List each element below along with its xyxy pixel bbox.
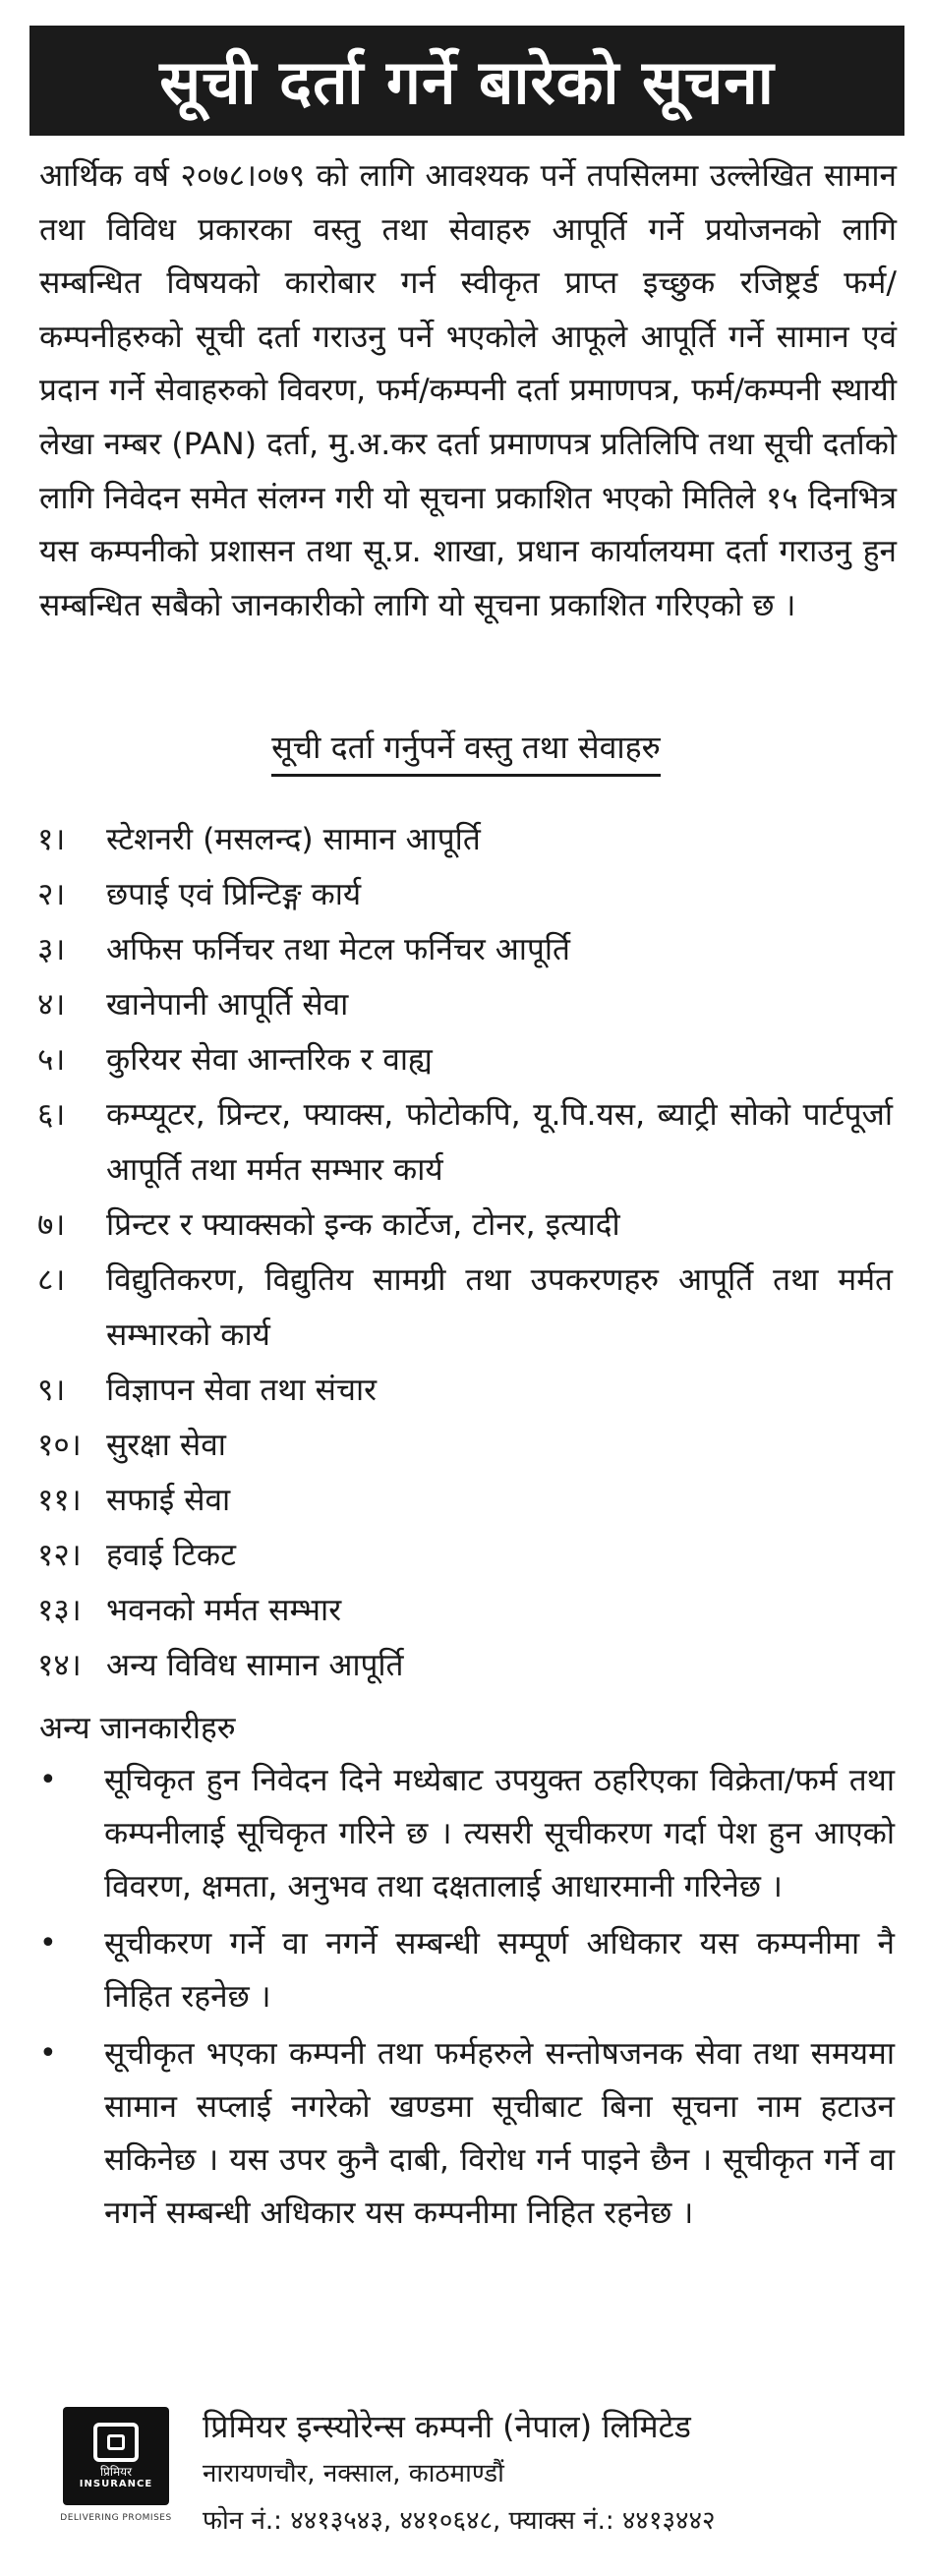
service-number: १४।: [37, 1648, 82, 1683]
service-number: १।: [37, 822, 66, 857]
service-number: १०।: [37, 1428, 82, 1463]
service-text: छपाई एवं प्रिन्टिङ्ग कार्य: [106, 877, 362, 912]
logo-tagline: DELIVERING PROMISES: [60, 2513, 172, 2523]
service-item: [37, 1638, 893, 1693]
service-number: ३।: [37, 932, 66, 967]
intro-paragraph: आर्थिक वर्ष २०७८।०७९ को लागि आवश्यक पर्ने तपसिलमा उल्लेखित सामान तथा विविध प्रकारका वस्तु तथा सेवाहरु आपूर्ति गर्ने प्रयोजनको लागि सम्बन्धित विषयको कारोबार गर्न स्वीकृत प्राप्त इच्छुक रजिष्ट्रर्ड फर्म/कम्पनीहरुको सूची दर्ता गराउनु पर्ने भएकोले आफूले आपूर्ति गर्ने सामान एवं प्रदान गर्ने सेवाहरुको विवरण, फर्म/कम्पनी दर्ता प्रमाणपत्र, फर्म/कम्पनी स्थायी लेखा नम्बर (PAN) दर्ता, मु.अ.कर दर्ता प्रमाणपत्र प्रतिलिपि तथा सूची दर्ताको लागि निवेदन समेत संलग्न गरी यो सूचना प्रकाशित भएको मितिले १५ दिनभित्र यस कम्पनीको प्रशासन तथा सू.प्र. शाखा, प्रधान कार्यालयमा दर्ता गराउनु हुन सम्बन्धित सबैको जानकारीको लागि यो सूचना प्रकाशित गरिएको छ ।: [39, 158, 897, 623]
note-item: [37, 1917, 895, 2023]
service-number: ५।: [37, 1042, 66, 1078]
service-item: [37, 1253, 893, 1363]
service-text: कम्प्यूटर, प्रिन्टर, फ्याक्स, फोटोकपि, यू.पि.यस, ब्याट्री सोको पार्टपूर्जा आपूर्ति तथा मर्मत सम्भार कार्य: [106, 1097, 893, 1188]
notice-title: सूची दर्ता गर्ने बारेको सूचना: [29, 26, 904, 136]
logo-mark-icon: [93, 2423, 139, 2462]
service-item: [37, 1087, 893, 1198]
note-text: सूचीकरण गर्ने वा नगर्ने सम्बन्धी सम्पूर्ण अधिकार यस कम्पनीमा नै निहित रहनेछ ।: [104, 1926, 895, 2015]
service-number: २।: [37, 877, 66, 912]
service-text: हवाई टिकट: [106, 1538, 236, 1573]
service-item: [37, 812, 893, 867]
service-number: ९।: [37, 1373, 66, 1408]
services-list: [37, 812, 893, 1693]
bullet-icon: •: [39, 2036, 57, 2071]
service-item: [37, 1418, 893, 1473]
bullet-icon: •: [39, 1926, 57, 1961]
company-address: नारायणचौर, नक्साल, काठमाण्डौं: [203, 2459, 504, 2488]
service-item: [37, 1473, 893, 1528]
service-number: १३।: [37, 1593, 82, 1628]
service-text: स्टेशनरी (मसलन्द) सामान आपूर्ति: [106, 822, 481, 857]
service-text: भवनको मर्मत सम्भार: [106, 1593, 342, 1628]
service-number: ७।: [37, 1207, 66, 1243]
service-item: [37, 867, 893, 922]
service-text: विद्युतिकरण, विद्युतिय सामग्री तथा उपकरणहरु आपूर्ति तथा मर्मत सम्भारको कार्य: [106, 1262, 893, 1353]
note-item: [37, 1754, 895, 1913]
service-text: विज्ञापन सेवा तथा संचार: [106, 1373, 377, 1408]
service-number: ६।: [37, 1097, 66, 1133]
service-number: ११।: [37, 1483, 82, 1518]
service-item: [37, 977, 893, 1032]
service-number: १२।: [37, 1538, 82, 1573]
service-text: अन्य विविध सामान आपूर्ति: [106, 1648, 404, 1683]
service-text: खानेपानी आपूर्ति सेवा: [106, 987, 349, 1023]
company-logo: [63, 2407, 169, 2505]
service-item: [37, 1528, 893, 1583]
service-text: प्रिन्टर र फ्याक्सको इन्क कार्टेज, टोनर, इत्यादी: [106, 1207, 620, 1243]
service-text: सुरक्षा सेवा: [106, 1428, 226, 1463]
company-phone: फोन नं.: ४४१३५४३, ४४१०६४८, फ्याक्स नं.: ४४१३४४२: [203, 2506, 716, 2536]
service-item: [37, 1032, 893, 1087]
service-item: [37, 1198, 893, 1253]
other-info-heading: अन्य जानकारीहरु: [39, 1711, 236, 1746]
note-item: [37, 2027, 895, 2240]
note-text: सूचीकृत भएका कम्पनी तथा फर्महरुले सन्तोषजनक सेवा तथा समयमा सामान सप्लाई नगरेको खण्डमा सूचीबाट बिना सूचना नाम हटाउन सकिनेछ । यस उपर कुनै दाबी, विरोध गर्न पाइने छैन । सूचीकृत गर्ने वा नगर्ने सम्बन्धी अधिकार यस कम्पनीमा निहित रहनेछ ।: [104, 2036, 895, 2231]
logo-english-text: INSURANCE: [79, 2478, 153, 2489]
note-text: सूचिकृत हुन निवेदन दिने मध्येबाट उपयुक्त ठहरिएका विक्रेता/फर्म तथा कम्पनीलाई सूचिकृत गरिने छ । त्यसरी सूचीकरण गर्दा पेश हुन आएको विवरण, क्षमता, अनुभव तथा दक्षतालाई आधारमानी गरिनेछ ।: [104, 1763, 895, 1904]
service-number: ४।: [37, 987, 66, 1023]
bullet-icon: •: [39, 1763, 57, 1797]
service-text: सफाई सेवा: [106, 1483, 231, 1518]
service-text: कुरियर सेवा आन्तरिक र वाह्य: [106, 1042, 433, 1078]
service-item: [37, 1363, 893, 1418]
notes-list: [37, 1754, 895, 2244]
company-name: प्रिमियर इन्स्योरेन्स कम्पनी (नेपाल) लिमिटेड: [203, 2408, 691, 2445]
services-heading: सूची दर्ता गर्नुपर्ने वस्तु तथा सेवाहरु: [0, 726, 932, 777]
service-number: ८।: [37, 1262, 66, 1298]
service-item: [37, 922, 893, 977]
service-item: [37, 1583, 893, 1638]
logo-nepali-text: प्रिमियर: [99, 2464, 133, 2479]
service-text: अफिस फर्निचर तथा मेटल फर्निचर आपूर्ति: [106, 932, 571, 967]
